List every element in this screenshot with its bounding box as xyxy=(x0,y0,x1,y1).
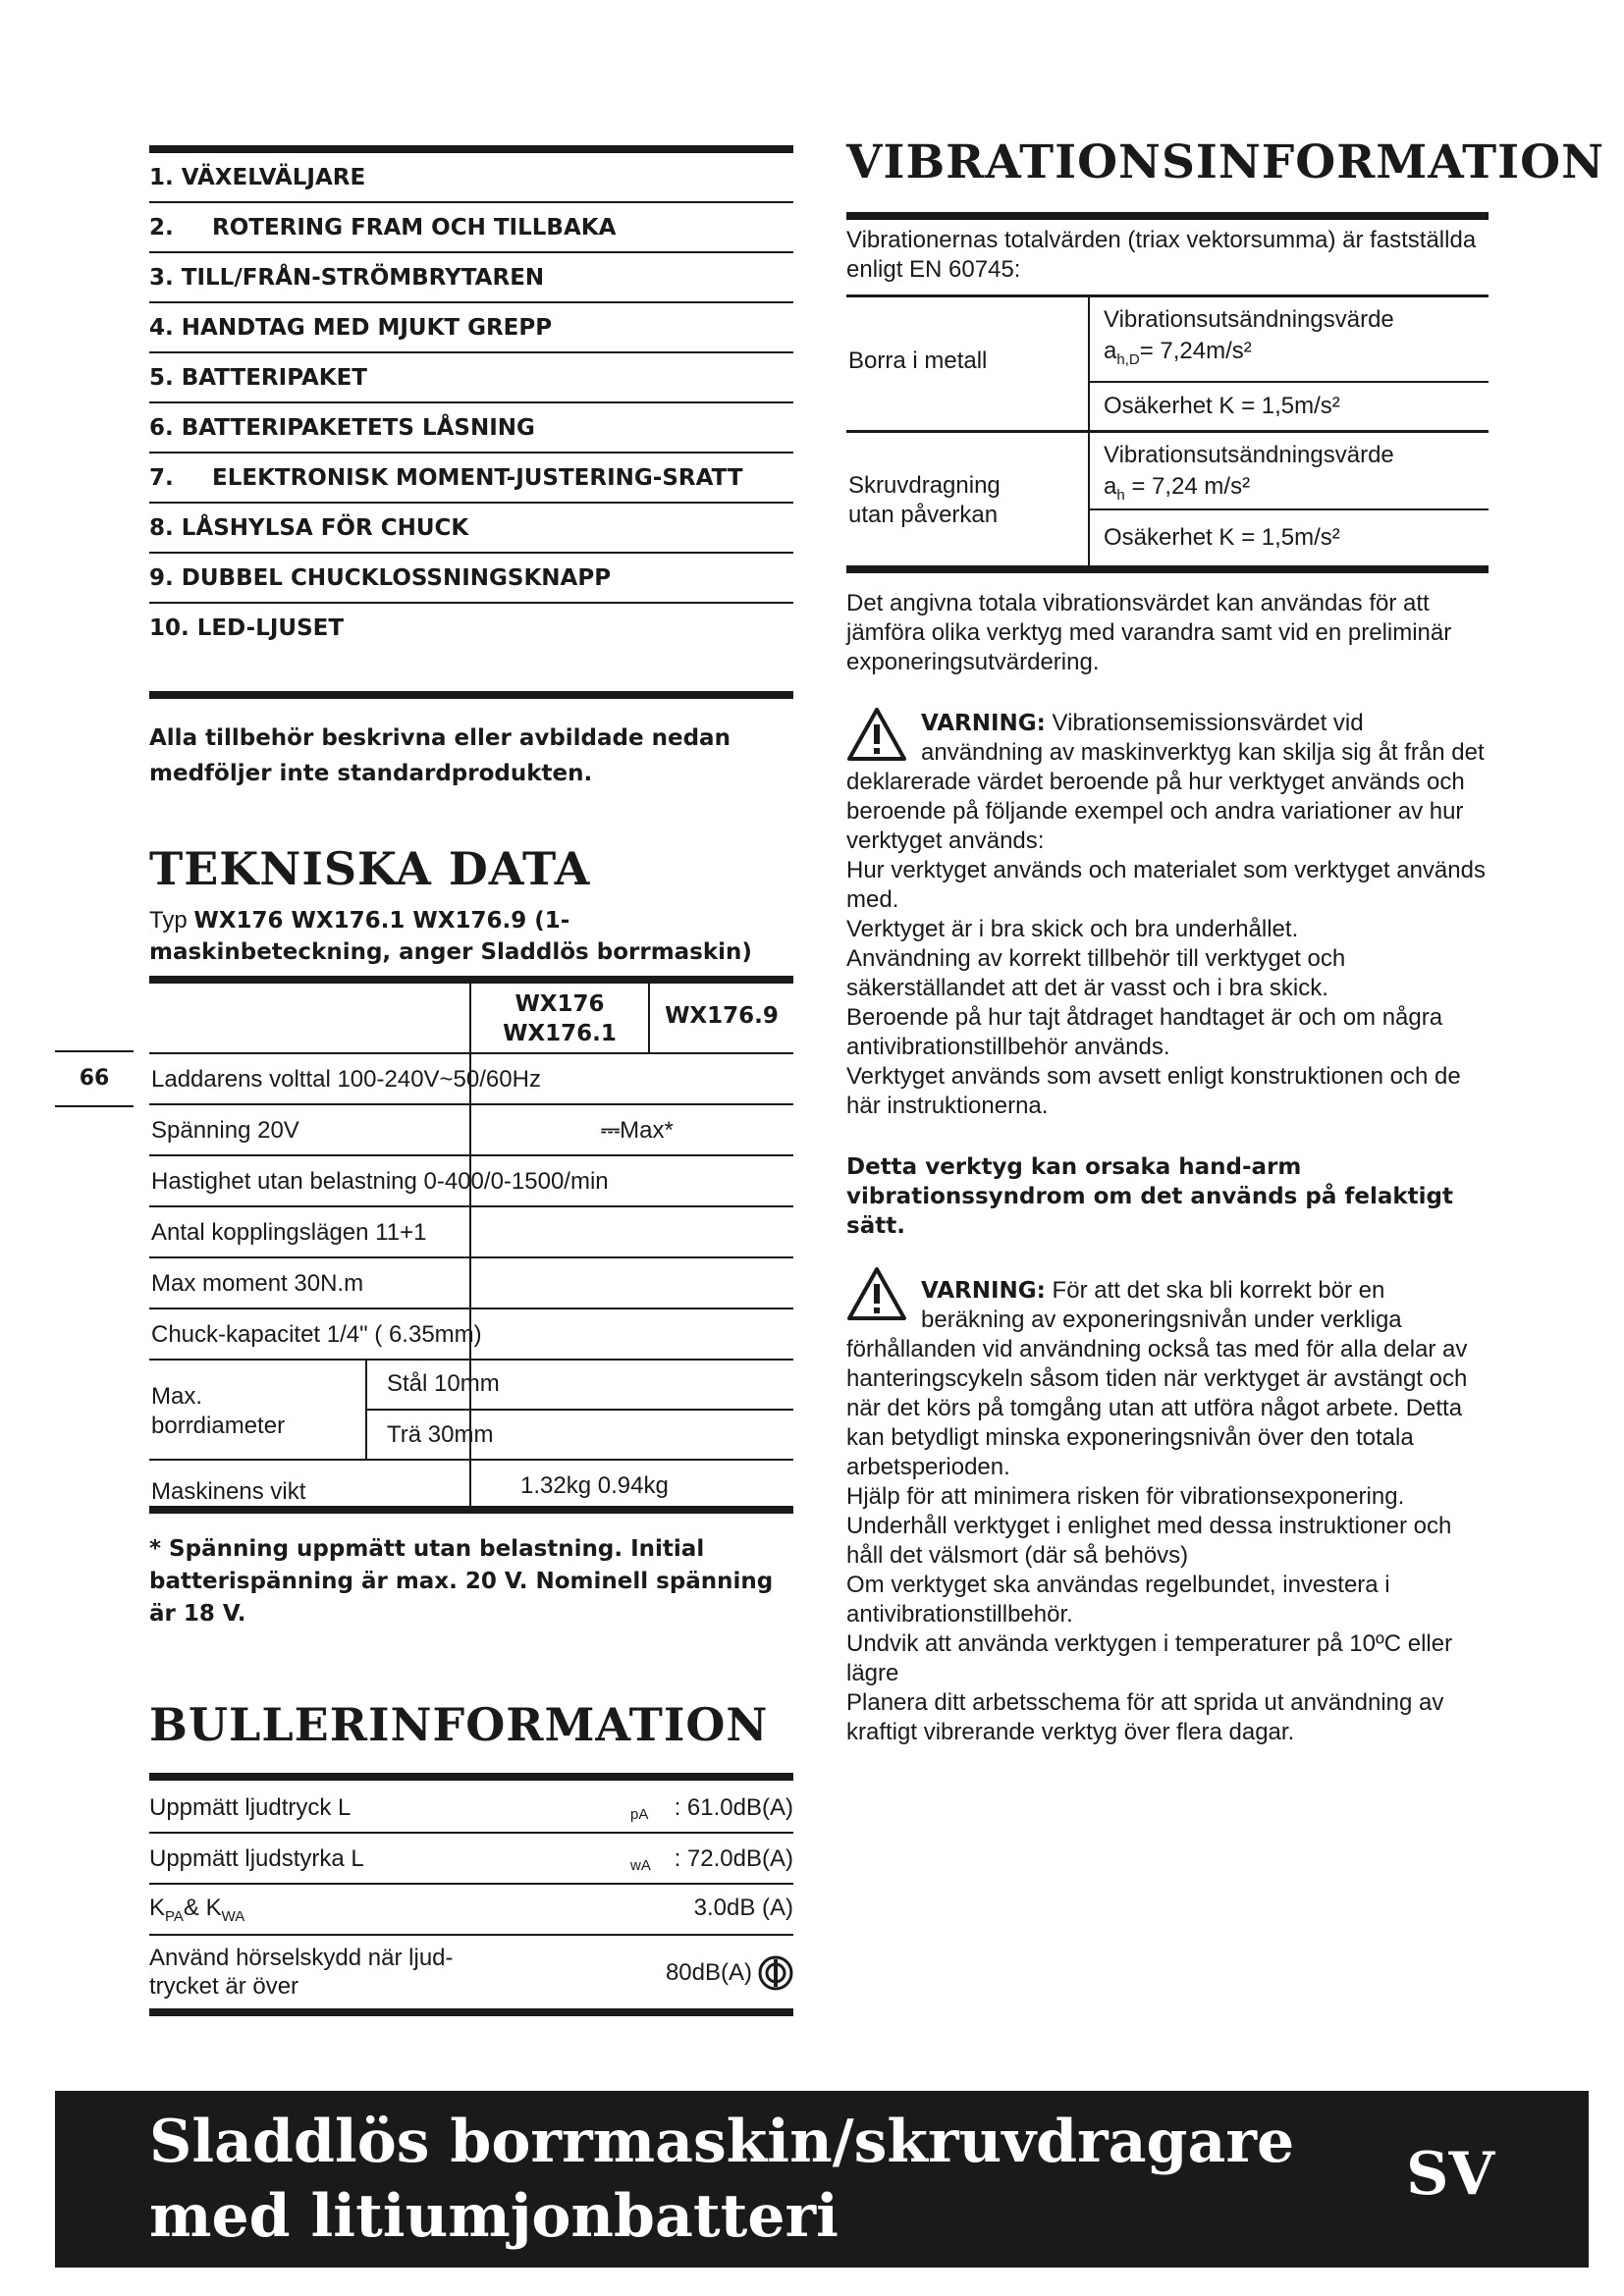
tech-voltage-max: Max* xyxy=(620,1117,674,1144)
tech-row-drill xyxy=(149,1361,793,1461)
warning1-text-rest: användning av maskinverktyg kan skilja sig åt från det deklarerade värdet beroende på hur verktyget används och beroende på följande exempel och andra variationer av hur verktyget används: xyxy=(846,739,1485,854)
vibration-declared-text: Det angivna totala vibrationsvärdet kan användas för att jämföra olika verktyg med varandra samt vid en preliminär exponeringsutvärdering. xyxy=(846,590,1452,675)
noise-bottom-rule xyxy=(149,2008,793,2016)
noise-protection-line1: Använd hörselskydd när ljud- xyxy=(149,1945,454,1971)
noise-power-value: : 72.0dB(A) xyxy=(674,1845,793,1872)
parts-bottom-rule xyxy=(149,691,793,699)
warning-list-item: Planera ditt arbetsschema för att sprida ut användning av kraftigt vibrerande verktyg över flera dagar. xyxy=(846,1689,1444,1745)
warning2-text-first: För att det ska bli korrekt bör en xyxy=(1045,1277,1385,1304)
vib-row2-label xyxy=(848,471,1001,530)
part-label: LÅSHYLSA FÖR CHUCK xyxy=(181,515,469,541)
noise-protection-line2: trycket är över xyxy=(149,1973,299,2000)
part-item xyxy=(149,303,793,353)
vibration-intro: Vibrationernas totalvärden (triax vektorsumma) är fastställda enligt EN 60745: xyxy=(846,227,1477,283)
vib-row1-a: a xyxy=(1104,338,1117,364)
vib-row2-label-1: Skruvdragning xyxy=(848,472,1001,499)
tech-row-chuck xyxy=(149,1309,793,1361)
tech-type-line xyxy=(149,905,793,968)
dc-symbol-icon: ⎓ xyxy=(601,1117,621,1144)
vib-row1-emission xyxy=(1104,304,1394,376)
noise-protection-value: 80dB(A) xyxy=(665,1959,752,1986)
part-item xyxy=(149,604,793,652)
part-number: 5. xyxy=(149,365,174,391)
footer-title-line2: med litiumjonbatteri xyxy=(149,2182,839,2251)
part-number: 6. xyxy=(149,415,174,441)
part-label: ROTERING FRAM OCH TILLBAKA xyxy=(212,215,617,240)
part-item xyxy=(149,403,793,454)
tech-clutch-text: Antal kopplingslägen 11+1 xyxy=(151,1219,427,1246)
tech-table xyxy=(149,984,793,1510)
tech-row-torque xyxy=(149,1258,793,1309)
warning2-label: VARNING: xyxy=(921,1278,1046,1304)
warning-list-item: Om verktyget ska användas regelbundet, investera i antivibrationstillbehör. xyxy=(846,1572,1390,1628)
part-label: BATTERIPAKET xyxy=(181,365,367,391)
part-item xyxy=(149,454,793,504)
tech-chuck-text: Chuck-kapacitet 1/4" ( 6.35mm) xyxy=(151,1321,482,1348)
vib-row1-emission-value-line xyxy=(1104,336,1394,376)
page-number-top-rule xyxy=(55,1050,134,1052)
tech-title: TEKNISKA DATA xyxy=(149,842,591,895)
vib-row2-uncertainty: Osäkerhet K = 1,5m/s² xyxy=(1104,524,1340,551)
noise-pressure-value: : 61.0dB(A) xyxy=(674,1794,793,1821)
vib-row2-emission-value-line xyxy=(1104,471,1394,511)
part-label: DUBBEL CHUCKLOSSNINGSKNAPP xyxy=(181,565,612,591)
warning2-first-line xyxy=(846,1276,1489,1306)
tech-footnote: * Spänning uppmätt utan belastning. Initial batterispänning är max. 20 V. Nominell spänning är 18 V. xyxy=(149,1536,774,1627)
noise-row-k xyxy=(149,1885,793,1936)
tech-col1-line2: WX176.1 xyxy=(503,1021,617,1046)
tech-row-speed xyxy=(149,1156,793,1207)
vib-row1-uncertainty: Osäkerhet K = 1,5m/s² xyxy=(1104,393,1340,419)
noise-power-label: Uppmätt ljudstyrka L xyxy=(149,1845,364,1872)
part-label: HANDTAG MED MJUKT GREPP xyxy=(181,315,553,341)
parts-top-rule xyxy=(149,145,793,153)
noise-k-value: 3.0dB (A) xyxy=(693,1895,793,1921)
noise-row-power xyxy=(149,1834,793,1885)
tech-charger-text: Laddarens volttal 100-240V~50/60Hz xyxy=(151,1066,541,1093)
noise-k-label xyxy=(149,1895,244,1925)
noise-top-rule xyxy=(149,1773,793,1781)
noise-k-sub2: WA xyxy=(221,1907,245,1925)
warning-list-item: Verktyget används som avsett enligt konstruktionen och de här instruktionerna. xyxy=(846,1063,1461,1119)
warning-list-item: Undvik att använda verktygen i temperaturer på 10ºC eller lägre xyxy=(846,1630,1453,1686)
tech-drill-label xyxy=(151,1382,285,1441)
vib-row1-label: Borra i metall xyxy=(848,347,988,374)
page-number-bottom-rule xyxy=(55,1105,134,1107)
warning-list-item: Hjälp för att minimera risken för vibrationsexponering. xyxy=(846,1483,1405,1510)
warning-list-item: Underhåll verktyget i enlighet med dessa instruktioner och håll det välsmort (där så behövs) xyxy=(846,1513,1452,1569)
part-label: LED-LJUSET xyxy=(196,615,345,641)
part-item xyxy=(149,504,793,554)
tech-col1-line1: WX176 xyxy=(514,991,605,1017)
tech-header-row xyxy=(149,984,793,1054)
tech-drill-label-2: borrdiameter xyxy=(151,1413,286,1439)
part-label: ELEKTRONISK MOMENT-JUSTERING-SRATT xyxy=(212,465,743,491)
vibration-table xyxy=(846,296,1489,567)
warning-list-item: Hur verktyget används och materialet som verktyget används med. xyxy=(846,857,1486,913)
tech-col-wx1769: WX176.9 xyxy=(665,1003,779,1029)
footer-banner xyxy=(55,2091,1589,2268)
tech-weight-values: 1.32kg 0.94kg xyxy=(520,1472,669,1499)
part-item xyxy=(149,153,793,203)
tech-top-rule xyxy=(149,976,793,984)
tech-row-clutch xyxy=(149,1207,793,1258)
tech-steel-text: Stål 10mm xyxy=(387,1370,500,1397)
tech-drill-label-1: Max. xyxy=(151,1383,203,1410)
tech-voltage-label: Spänning 20V xyxy=(151,1117,299,1144)
noise-row-pressure xyxy=(149,1781,793,1834)
footer-title xyxy=(149,2105,1294,2254)
part-number: 7. xyxy=(149,465,174,491)
vib-row2-emission xyxy=(1104,440,1394,511)
part-item xyxy=(149,554,793,604)
warning1-first-line xyxy=(846,709,1489,738)
tech-speed-text: Hastighet utan belastning 0-400/0-1500/min xyxy=(151,1168,609,1195)
warning-list-item: Användning av korrekt tillbehör till verktyget och säkerställandet att det är vasst och i bra skick. xyxy=(846,945,1346,1001)
part-number: 10. xyxy=(149,615,189,641)
warning1-text-first: Vibrationsemissionsvärdet vid xyxy=(1045,710,1364,736)
tech-col-wx176 xyxy=(471,989,648,1048)
vib-row1-sub: h,D xyxy=(1116,350,1140,368)
page-number: 66 xyxy=(79,1066,110,1091)
tech-weight-label: Maskinens vikt xyxy=(151,1478,306,1505)
noise-row-protection xyxy=(149,1936,793,2006)
noise-protection-label xyxy=(149,1944,454,2001)
part-item xyxy=(149,203,793,253)
tech-voltage-value xyxy=(601,1117,674,1145)
tech-torque-text: Max moment 30N.m xyxy=(151,1270,364,1297)
noise-pressure-label: Uppmätt ljudtryck L xyxy=(149,1794,352,1821)
vib-row2-emission-label: Vibrationsutsändningsvärde xyxy=(1104,442,1394,468)
part-number: 3. xyxy=(149,265,174,291)
vib-row1-emission-label: Vibrationsutsändningsvärde xyxy=(1104,306,1394,333)
part-label: BATTERIPAKETETS LÅSNING xyxy=(181,415,535,441)
accessories-note: Alla tillbehör beskrivna eller avbildade nedan medföljer inte standardprodukten. xyxy=(149,725,731,786)
vib-row2-a: a xyxy=(1104,473,1117,500)
warning-list-item: Beroende på hur tajt åtdraget handtaget är och om några antivibrationstillbehör används. xyxy=(846,1004,1443,1060)
warning2-list xyxy=(846,1482,1489,1747)
vib-row1-value: = 7,24m/s² xyxy=(1139,338,1252,364)
vibration-table-bottom-rule xyxy=(846,565,1489,573)
tech-row-voltage xyxy=(149,1105,793,1156)
parts-list xyxy=(149,153,793,652)
noise-k-k1: K xyxy=(149,1895,166,1921)
noise-k-mid: & K xyxy=(183,1895,222,1921)
footer-lang: SV xyxy=(1406,2140,1494,2209)
part-item xyxy=(149,253,793,303)
warning1-label: VARNING: xyxy=(921,711,1046,736)
vibration-top-rule xyxy=(846,212,1489,220)
part-number: 8. xyxy=(149,515,174,541)
warning1-block xyxy=(846,709,1489,1121)
vib-row2-sub: h xyxy=(1116,486,1125,504)
warning2-block xyxy=(846,1276,1489,1747)
ear-protection-icon xyxy=(758,1955,793,1991)
part-item xyxy=(149,353,793,403)
vib-row2-label-2: utan påverkan xyxy=(848,502,999,528)
vib-row2-value: = 7,24 m/s² xyxy=(1124,473,1251,500)
noise-pressure-sub: pA xyxy=(630,1806,649,1823)
warning2-text-rest: beräkning av exponeringsnivån under verkliga förhållanden vid användning också tas med för alla delar av hanteringscykeln såsom tiden när verktyget är avstängt och när det körs på tomgång utan att utföra något arbete. Detta kan betydligt minska exponeringsnivån över den totala arbetsperioden. xyxy=(846,1307,1468,1480)
tech-bottom-rule xyxy=(149,1506,793,1514)
warning-list-item: Verktyget är i bra skick och bra underhållet. xyxy=(846,916,1299,942)
noise-k-sub1: PA xyxy=(165,1907,184,1925)
noise-power-sub: wA xyxy=(630,1857,651,1874)
part-number: 2. xyxy=(149,215,174,240)
part-number: 9. xyxy=(149,565,174,591)
warning1-list xyxy=(846,856,1489,1121)
tech-type-bold: WX176 WX176.1 WX176.9 (1-maskinbeteckning, anger Sladdlös borrmaskin) xyxy=(149,908,752,965)
tech-row-charger xyxy=(149,1054,793,1105)
noise-title: BULLERINFORMATION xyxy=(149,1698,769,1751)
hav-warning: Detta verktyg kan orsaka hand-arm vibrationssyndrom om det används på felaktigt sätt. xyxy=(846,1154,1454,1239)
part-label: VÄXELVÄLJARE xyxy=(181,165,366,190)
vibration-title: VIBRATIONSINFORMATION xyxy=(846,135,1605,189)
footer-title-line1: Sladdlös borrmaskin/skruvdragare xyxy=(149,2108,1295,2176)
tech-type-prefix: Typ xyxy=(149,907,194,934)
part-number: 1. xyxy=(149,165,174,190)
part-number: 4. xyxy=(149,315,174,341)
tech-wood-text: Trä 30mm xyxy=(387,1421,494,1448)
tech-row-weight xyxy=(149,1461,793,1510)
part-label: TILL/FRÅN-STRÖMBRYTAREN xyxy=(181,265,545,291)
